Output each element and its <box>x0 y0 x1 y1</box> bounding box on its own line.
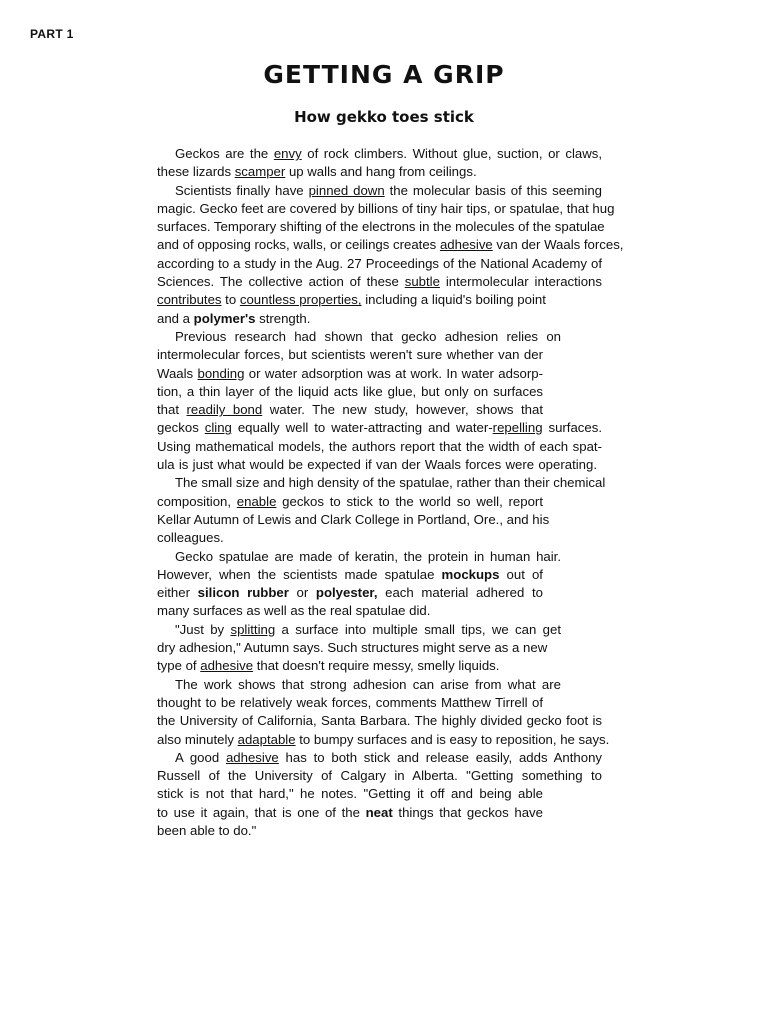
article-line: that readily bond water. The new study, however, shows that <box>157 402 543 418</box>
part-label: PART 1 <box>30 27 74 41</box>
article-line: Waals bonding or water adsorption was at work. In water adsorp- <box>157 365 543 381</box>
article-line: dry adhesion," Autumn says. Such structures might serve as a new <box>157 640 548 656</box>
article-line: magic. Gecko feet are covered by billions of tiny hair tips, or spatulae, that hug <box>157 200 615 216</box>
article-line: the University of California, Santa Barbara. The highly divided gecko foot is <box>157 713 602 729</box>
article-title: GETTING A GRIP <box>263 60 505 89</box>
article-line: tion, a thin layer of the liquid acts like glue, but only on surfaces <box>157 383 543 399</box>
article-line: stick is not that hard," he notes. "Getting it off and being able <box>157 786 543 802</box>
article-line: intermolecular forces, but scientists weren't sure whether van der <box>157 347 543 363</box>
article-line: "Just by splitting a surface into multiple small tips, we can get <box>175 621 561 637</box>
article-line: many surfaces as well as the real spatulae did. <box>157 603 431 619</box>
article-line: The work shows that strong adhesion can arise from what are <box>175 676 561 692</box>
article-line: and of opposing rocks, walls, or ceilings creates adhesive van der Waals forces, <box>157 237 624 253</box>
article-line: Kellar Autumn of Lewis and Clark College in Portland, Ore., and his <box>157 511 550 527</box>
article-line: been able to do." <box>157 822 257 838</box>
article-line: according to a study in the Aug. 27 Proceedings of the National Academy of <box>157 255 602 271</box>
article-line: geckos cling equally well to water-attracting and water-repelling surfaces. <box>157 420 602 436</box>
article-line: Scientists finally have pinned down the molecular basis of this seeming <box>175 182 602 198</box>
article-line: Geckos are the envy of rock climbers. Without glue, suction, or claws, <box>175 146 602 161</box>
article-line: Using mathematical models, the authors report that the width of each spat- <box>157 438 602 454</box>
article-line: to use it again, that is one of the neat things that geckos have <box>157 804 543 820</box>
article-line: Gecko spatulae are made of keratin, the protein in human hair. <box>175 548 561 564</box>
article-line: composition, enable geckos to stick to the world so well, report <box>157 493 543 509</box>
article-line: ula is just what would be expected if van der Waals forces were operating. <box>157 457 597 473</box>
article-line: thought to be relatively weak forces, comments Matthew Tirrell of <box>157 694 543 710</box>
article-line: colleagues. <box>157 530 224 546</box>
article-line: Previous research had shown that gecko adhesion relies on <box>175 328 561 344</box>
article-line: contributes to countless properties, including a liquid's boiling point <box>157 292 546 308</box>
article-line: type of adhesive that doesn't require messy, smelly liquids. <box>157 658 500 674</box>
article-line: A good adhesive has to both stick and release easily, adds Anthony <box>175 749 602 765</box>
article-body <box>157 145 624 840</box>
article-line: surfaces. Temporary shifting of the electrons in the molecules of the spatulae <box>157 219 605 235</box>
article-line: these lizards scamper up walls and hang from ceilings. <box>157 164 477 180</box>
article-line: However, when the scientists made spatulae mockups out of <box>157 566 543 582</box>
article-subtitle: How gekko toes stick <box>294 108 474 126</box>
article-line: also minutely adaptable to bumpy surfaces and is easy to reposition, he says. <box>157 731 610 747</box>
article-line: either silicon rubber or polyester, each material adhered to <box>157 585 544 601</box>
article-line: and a polymer's strength. <box>157 310 311 326</box>
article-line: Russell of the University of Calgary in Alberta. "Getting something to <box>157 768 602 784</box>
article-line: Sciences. The collective action of these subtle intermolecular interactions <box>157 274 602 290</box>
article-line: The small size and high density of the spatulae, rather than their chemical <box>175 475 606 491</box>
